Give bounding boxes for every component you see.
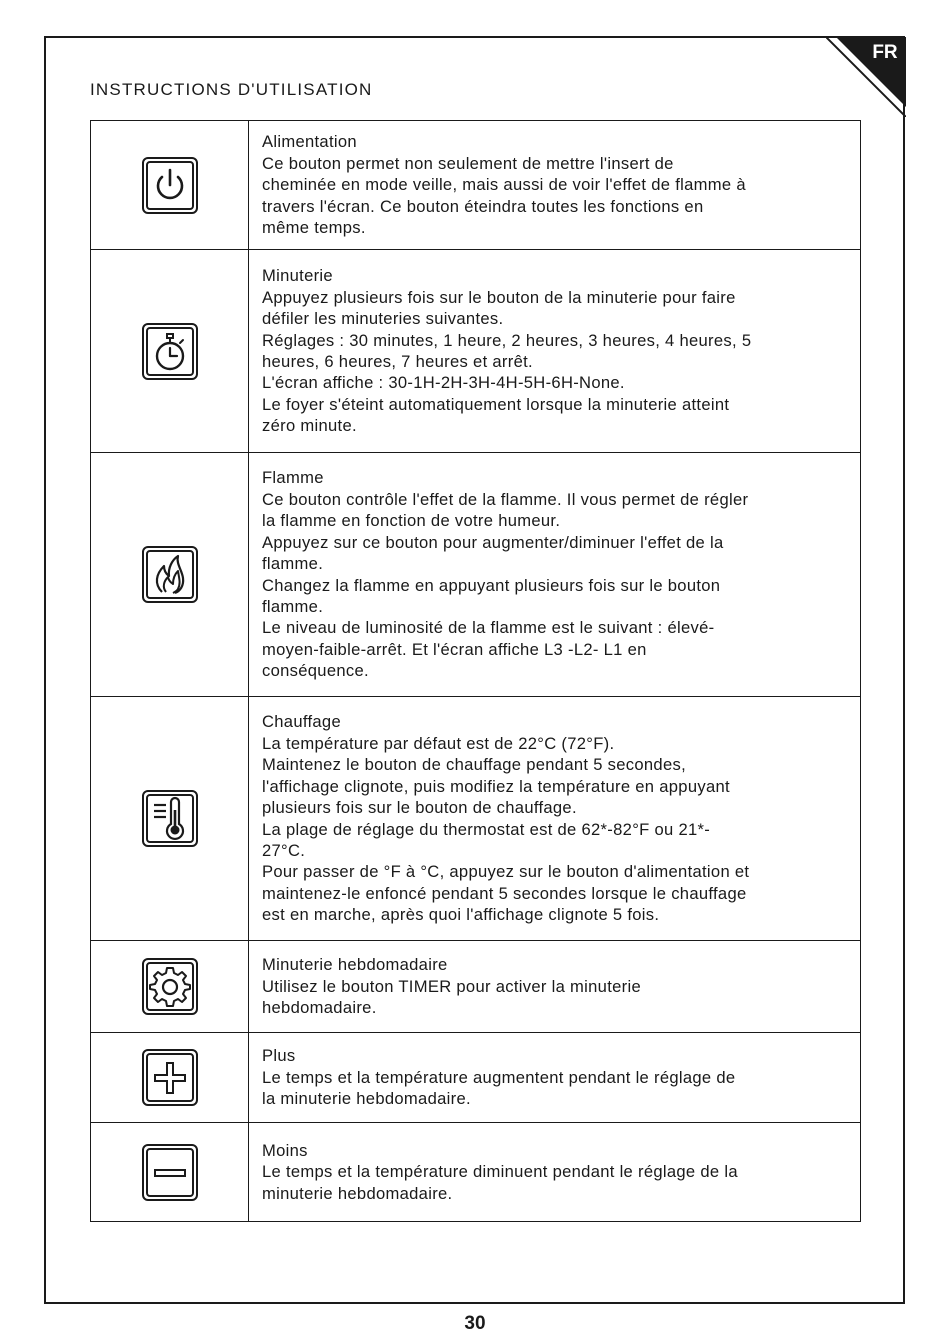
description-line: Ce bouton contrôle l'effet de la flamme. Il vous permet de régler [262, 489, 749, 509]
description-line: Utilisez le bouton TIMER pour activer la minuterie [262, 976, 641, 996]
description-line: Le foyer s'éteint automatiquement lorsque la minuterie atteint [262, 394, 730, 414]
icon-cell [91, 121, 249, 250]
icon-cell [91, 1033, 249, 1123]
description-line: plusieurs fois sur le bouton de chauffage. [262, 798, 577, 818]
description-cell [249, 250, 861, 453]
row-title: Minuterie hebdomadaire [262, 955, 448, 975]
icon-cell [91, 453, 249, 697]
description-cell [249, 941, 861, 1033]
description-cell [249, 1123, 861, 1222]
icon-cell [91, 697, 249, 941]
description-line: Ce bouton permet non seulement de mettre l'insert de [262, 153, 674, 173]
plus-icon [142, 1049, 198, 1106]
power-icon [142, 157, 198, 214]
table-row [91, 121, 861, 250]
description-line: maintenez-le enfoncé pendant 5 secondes lorsque le chauffage [262, 883, 747, 903]
description-cell [249, 453, 861, 697]
row-title: Flamme [262, 468, 324, 488]
minus-icon [142, 1144, 198, 1201]
flame-icon [142, 546, 198, 603]
description-line: conséquence. [262, 661, 369, 681]
description-line: travers l'écran. Ce bouton éteindra toutes les fonctions en [262, 196, 704, 216]
table-row [91, 250, 861, 453]
row-title: Alimentation [262, 132, 357, 152]
description-line: zéro minute. [262, 416, 357, 436]
row-title: Plus [262, 1046, 296, 1066]
description-line: flamme. [262, 596, 324, 616]
description-line: hebdomadaire. [262, 998, 377, 1018]
row-title: Moins [262, 1140, 308, 1160]
description-line: flamme. [262, 554, 324, 574]
description-line: Changez la flamme en appuyant plusieurs fois sur le bouton [262, 575, 721, 595]
icon-cell [91, 941, 249, 1033]
description-line: moyen-faible-arrêt. Et l'écran affiche L3 -L2- L1 en [262, 639, 647, 659]
table-row [91, 1123, 861, 1222]
gear-icon [142, 958, 198, 1015]
description-line: même temps. [262, 218, 366, 238]
section-title: INSTRUCTIONS D'UTILISATION [90, 80, 373, 99]
row-title: Minuterie [262, 266, 333, 286]
description-line: L'écran affiche : 30-1H-2H-3H-4H-5H-6H-None. [262, 373, 625, 393]
description-line: défiler les minuteries suivantes. [262, 309, 504, 329]
description-line: Appuyez plusieurs fois sur le bouton de la minuterie pour faire [262, 287, 736, 307]
description-cell [249, 697, 861, 941]
description-cell [249, 121, 861, 250]
description-line: minuterie hebdomadaire. [262, 1183, 453, 1203]
description-line: Pour passer de °F à °C, appuyez sur le bouton d'alimentation et [262, 862, 750, 882]
table-row [91, 453, 861, 697]
description-line: l'affichage clignote, puis modifiez la température en appuyant [262, 776, 730, 796]
table-row [91, 697, 861, 941]
language-label: FR [872, 42, 898, 63]
icon-cell [91, 1123, 249, 1222]
table-row [91, 1033, 861, 1123]
description-line: heures, 6 heures, 7 heures et arrêt. [262, 352, 533, 371]
page-number: 30 [464, 1313, 486, 1334]
thermometer-icon [142, 790, 198, 847]
description-line: Le niveau de luminosité de la flamme est le suivant : élevé- [262, 618, 715, 638]
description-line: La plage de réglage du thermostat est de 62*-82°F ou 21*- [262, 819, 711, 839]
icon-cell [91, 250, 249, 453]
description-line: cheminée en mode veille, mais aussi de voir l'effet de flamme à [262, 175, 746, 195]
description-line: Le temps et la température augmentent pendant le réglage de [262, 1067, 736, 1087]
row-title: Chauffage [262, 712, 341, 732]
description-line: Le temps et la température diminuent pendant le réglage de la [262, 1162, 738, 1182]
description-line: La température par défaut est de 22°C (72°F). [262, 733, 615, 753]
description-line: Réglages : 30 minutes, 1 heure, 2 heures, 3 heures, 4 heures, 5 [262, 330, 752, 350]
description-line: est en marche, après quoi l'affichage clignote 5 fois. [262, 905, 660, 925]
description-line: la flamme en fonction de votre humeur. [262, 511, 561, 531]
description-line: Appuyez sur ce bouton pour augmenter/diminuer l'effet de la [262, 532, 724, 552]
description-cell [249, 1033, 861, 1123]
description-line: la minuterie hebdomadaire. [262, 1089, 471, 1109]
table-row [91, 941, 861, 1033]
button-function-table [90, 120, 861, 1222]
description-line: 27°C. [262, 840, 306, 860]
timer-icon [142, 323, 198, 380]
description-line: Maintenez le bouton de chauffage pendant 5 secondes, [262, 755, 687, 775]
